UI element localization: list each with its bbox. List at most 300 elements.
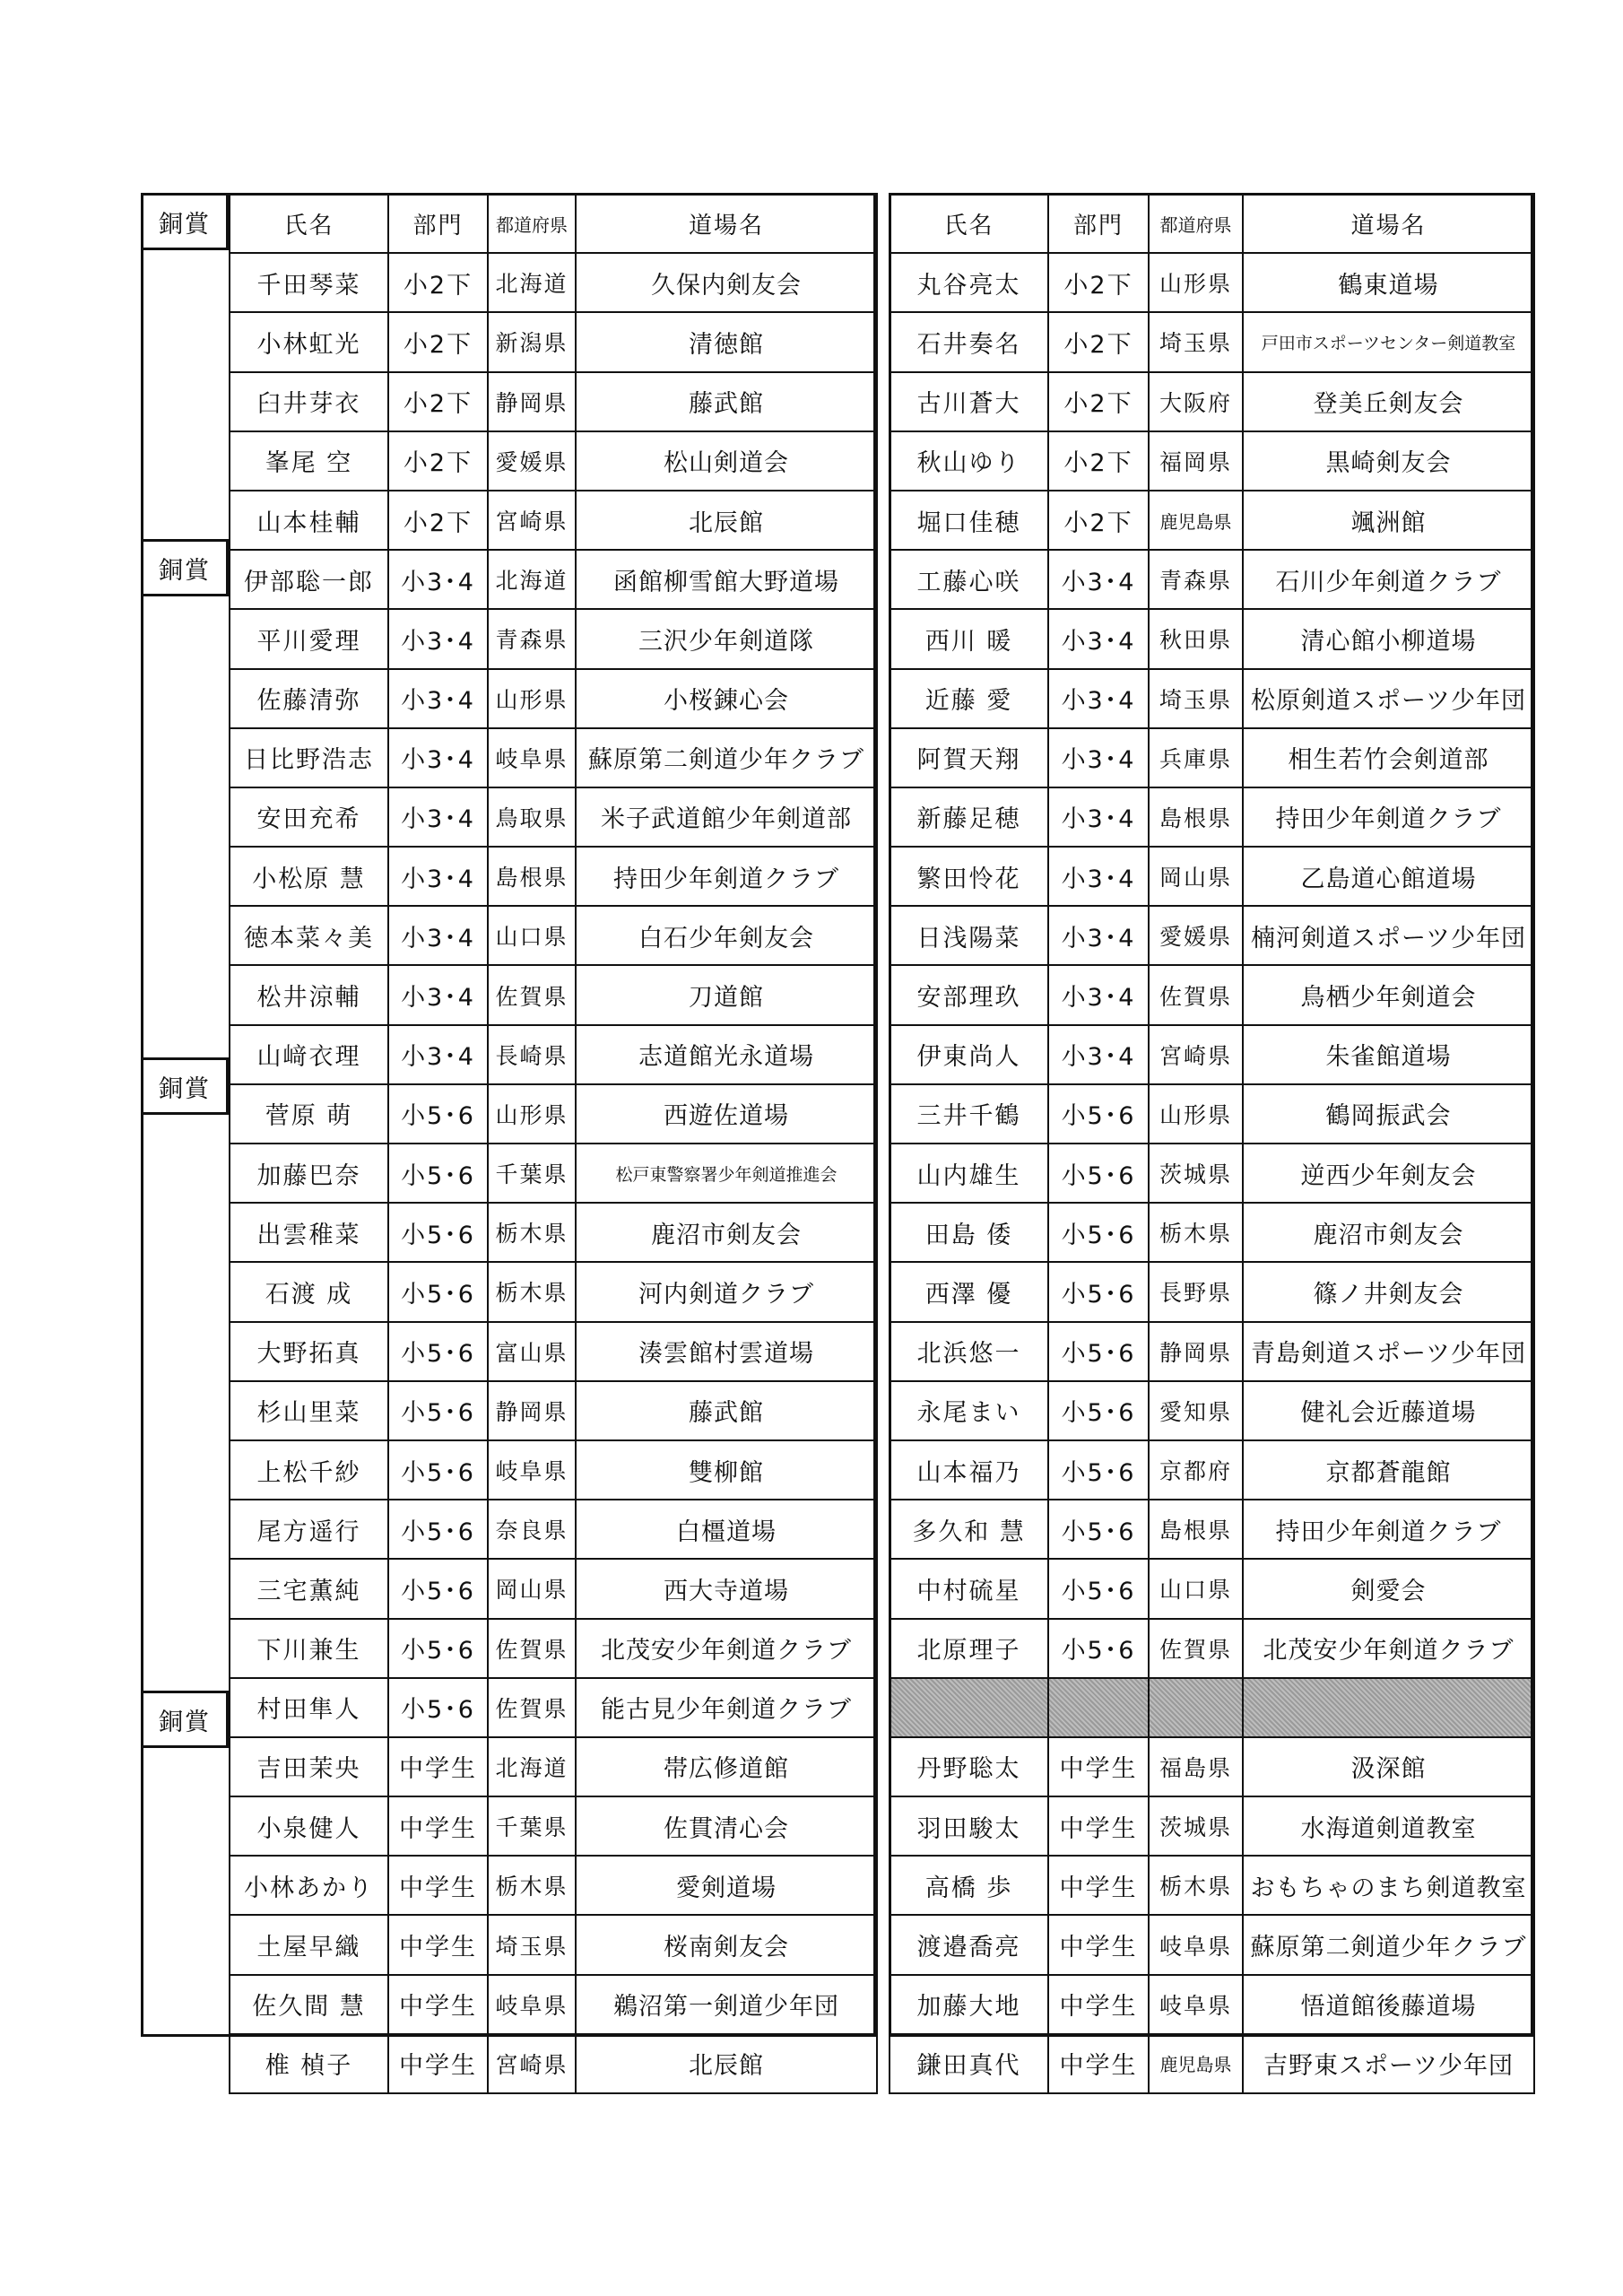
division-cell: 小3･4 bbox=[1048, 609, 1149, 668]
prefecture-cell: 静岡県 bbox=[1149, 1322, 1243, 1381]
prefecture-cell: 北海道 bbox=[488, 253, 576, 312]
table-row bbox=[230, 1915, 877, 1974]
division-cell: 中学生 bbox=[1048, 1915, 1149, 1974]
dojo-cell: 蘇原第二剣道少年クラブ bbox=[576, 728, 877, 787]
name-cell: 徳本菜々美 bbox=[230, 906, 388, 965]
table-row bbox=[890, 1856, 1534, 1915]
name-cell: 石渡 成 bbox=[230, 1262, 388, 1321]
dojo-cell: 刀道館 bbox=[576, 965, 877, 1024]
dojo-cell: 松戸東警察署少年剣道推進会 bbox=[576, 1144, 877, 1203]
table-row bbox=[230, 2034, 877, 2093]
table-row bbox=[230, 787, 877, 847]
prefecture-cell: 岐阜県 bbox=[1149, 1915, 1243, 1974]
dojo-cell: 白石少年剣友会 bbox=[576, 906, 877, 965]
name-cell: 臼井芽衣 bbox=[230, 372, 388, 431]
dojo-cell: 帯広修道館 bbox=[576, 1737, 877, 1796]
name-cell: 新藤足穂 bbox=[890, 787, 1048, 847]
table-row bbox=[890, 1559, 1534, 1618]
prefecture-cell: 栃木県 bbox=[488, 1856, 576, 1915]
dojo-cell: 鶴東道場 bbox=[1243, 253, 1534, 312]
name-cell: 中村硫星 bbox=[890, 1559, 1048, 1618]
table-row bbox=[890, 1084, 1534, 1144]
division-cell: 中学生 bbox=[388, 1915, 488, 1974]
division-cell: 小5･6 bbox=[1048, 1203, 1149, 1262]
division-cell: 小3･4 bbox=[1048, 787, 1149, 847]
dojo-cell: 能古見少年剣道クラブ bbox=[576, 1678, 877, 1737]
division-cell: 小2下 bbox=[1048, 312, 1149, 371]
table-row bbox=[230, 1796, 877, 1856]
dojo-cell: 持田少年剣道クラブ bbox=[576, 847, 877, 906]
table-row bbox=[890, 1915, 1534, 1974]
name-cell: 下川兼生 bbox=[230, 1619, 388, 1678]
division-cell: 小2下 bbox=[388, 312, 488, 371]
prefecture-cell: 山形県 bbox=[1149, 1084, 1243, 1144]
table-row bbox=[890, 2034, 1534, 2093]
dojo-cell: 藤武館 bbox=[576, 1381, 877, 1440]
prefecture-cell: 青森県 bbox=[488, 609, 576, 668]
prefecture-cell: 佐賀県 bbox=[1149, 1619, 1243, 1678]
dojo-cell: 楠河剣道スポーツ少年団 bbox=[1243, 906, 1534, 965]
prefecture-cell: 北海道 bbox=[488, 1737, 576, 1796]
name-cell: 西澤 優 bbox=[890, 1262, 1048, 1321]
prefecture-cell: 島根県 bbox=[1149, 787, 1243, 847]
table-row bbox=[230, 1737, 877, 1796]
division-cell: 小3･4 bbox=[388, 728, 488, 787]
division-cell: 小2下 bbox=[1048, 253, 1149, 312]
prefecture-cell: 愛知県 bbox=[1149, 1381, 1243, 1440]
prefecture-cell: 愛媛県 bbox=[488, 431, 576, 491]
prefecture-cell: 佐賀県 bbox=[1149, 965, 1243, 1024]
table-row bbox=[230, 550, 877, 609]
division-cell: 小5･6 bbox=[388, 1084, 488, 1144]
dojo-cell: 持田少年剣道クラブ bbox=[1243, 1500, 1534, 1559]
dojo-cell: 北辰館 bbox=[576, 2034, 877, 2093]
table-row bbox=[890, 491, 1534, 550]
name-cell: 吉田茉央 bbox=[230, 1737, 388, 1796]
prefecture-cell: 長野県 bbox=[1149, 1262, 1243, 1321]
name-cell: 佐藤清弥 bbox=[230, 669, 388, 728]
prefecture-cell: 愛媛県 bbox=[1149, 906, 1243, 965]
name-cell: 羽田駿太 bbox=[890, 1796, 1048, 1856]
table-row bbox=[890, 1381, 1534, 1440]
division-cell: 小3･4 bbox=[388, 669, 488, 728]
name-cell: 佐久間 慧 bbox=[230, 1975, 388, 2034]
name-cell: 永尾まい bbox=[890, 1381, 1048, 1440]
dojo-cell: 鵜沼第一剣道少年団 bbox=[576, 1975, 877, 2034]
prefecture-cell: 山口県 bbox=[1149, 1559, 1243, 1618]
prefecture-cell: 鹿児島県 bbox=[1149, 491, 1243, 550]
division-cell: 小3･4 bbox=[1048, 728, 1149, 787]
dojo-cell: 清徳館 bbox=[576, 312, 877, 371]
prefecture-cell: 埼玉県 bbox=[1149, 312, 1243, 371]
award-label-bronze: 銅賞 bbox=[141, 539, 229, 596]
dojo-cell: 北茂安少年剣道クラブ bbox=[1243, 1619, 1534, 1678]
name-cell: 三井千鶴 bbox=[890, 1084, 1048, 1144]
dojo-cell: 戸田市スポーツセンター剣道教室 bbox=[1243, 312, 1534, 371]
prefecture-cell: 埼玉県 bbox=[1149, 669, 1243, 728]
dojo-cell: 佐貫清心会 bbox=[576, 1796, 877, 1856]
name-cell: 峯尾 空 bbox=[230, 431, 388, 491]
prefecture-cell: 岐阜県 bbox=[488, 1440, 576, 1500]
dojo-cell: 白橿道場 bbox=[576, 1500, 877, 1559]
division-cell: 小3･4 bbox=[388, 609, 488, 668]
table-row bbox=[890, 1262, 1534, 1321]
prefecture-cell: 岡山県 bbox=[488, 1559, 576, 1618]
prefecture-cell: 宮崎県 bbox=[1149, 1025, 1243, 1084]
division-cell: 小5･6 bbox=[1048, 1084, 1149, 1144]
name-cell: 菅原 萌 bbox=[230, 1084, 388, 1144]
header-name: 氏名 bbox=[890, 194, 1048, 253]
dojo-cell: 相生若竹会剣道部 bbox=[1243, 728, 1534, 787]
table-row bbox=[230, 1619, 877, 1678]
name-cell: 山﨑衣理 bbox=[230, 1025, 388, 1084]
dojo-cell: 剣愛会 bbox=[1243, 1559, 1534, 1618]
prefecture-cell: 岐阜県 bbox=[488, 1975, 576, 2034]
name-cell: 三宅薫純 bbox=[230, 1559, 388, 1618]
dojo-cell: 登美丘剣友会 bbox=[1243, 372, 1534, 431]
prefecture-cell: 福島県 bbox=[1149, 1737, 1243, 1796]
dojo-cell bbox=[1243, 1678, 1534, 1737]
division-cell: 小5･6 bbox=[1048, 1440, 1149, 1500]
division-cell: 中学生 bbox=[388, 1975, 488, 2034]
dojo-cell: 久保内剣友会 bbox=[576, 253, 877, 312]
name-cell: 渡邉喬亮 bbox=[890, 1915, 1048, 1974]
name-cell: 小林虹光 bbox=[230, 312, 388, 371]
division-cell: 中学生 bbox=[388, 1796, 488, 1856]
table-row bbox=[230, 1500, 877, 1559]
dojo-cell: 河内剣道クラブ bbox=[576, 1262, 877, 1321]
dojo-cell: 清心館小柳道場 bbox=[1243, 609, 1534, 668]
table-row bbox=[230, 965, 877, 1024]
prefecture-cell: 富山県 bbox=[488, 1322, 576, 1381]
dojo-cell: 京都蒼龍館 bbox=[1243, 1440, 1534, 1500]
division-cell: 中学生 bbox=[1048, 2034, 1149, 2093]
prefecture-cell: 京都府 bbox=[1149, 1440, 1243, 1500]
table-row bbox=[890, 550, 1534, 609]
dojo-cell: 北辰館 bbox=[576, 491, 877, 550]
dojo-cell: 愛剣道場 bbox=[576, 1856, 877, 1915]
name-cell: 出雲稚菜 bbox=[230, 1203, 388, 1262]
prefecture-cell bbox=[1149, 1678, 1243, 1737]
name-cell: 高橋 歩 bbox=[890, 1856, 1048, 1915]
dojo-cell: 桜南剣友会 bbox=[576, 1915, 877, 1974]
table-row bbox=[890, 1025, 1534, 1084]
dojo-cell: 湊雲館村雲道場 bbox=[576, 1322, 877, 1381]
division-cell: 小5･6 bbox=[1048, 1381, 1149, 1440]
prefecture-cell: 千葉県 bbox=[488, 1144, 576, 1203]
name-cell: 阿賀天翔 bbox=[890, 728, 1048, 787]
name-cell: 椎 楨子 bbox=[230, 2034, 388, 2093]
dojo-cell: 米子武道館少年剣道部 bbox=[576, 787, 877, 847]
division-cell: 小5･6 bbox=[388, 1440, 488, 1500]
table-row bbox=[230, 1440, 877, 1500]
dojo-cell: 小桜錬心会 bbox=[576, 669, 877, 728]
table-row bbox=[230, 728, 877, 787]
header-dojo: 道場名 bbox=[1243, 194, 1534, 253]
name-cell: 小泉健人 bbox=[230, 1796, 388, 1856]
prefecture-cell: 宮崎県 bbox=[488, 2034, 576, 2093]
table-row bbox=[230, 1203, 877, 1262]
prefecture-cell: 栃木県 bbox=[1149, 1856, 1243, 1915]
dojo-cell: 鹿沼市剣友会 bbox=[576, 1203, 877, 1262]
division-cell: 小2下 bbox=[388, 372, 488, 431]
division-cell: 小5･6 bbox=[388, 1559, 488, 1618]
division-cell: 小3･4 bbox=[1048, 965, 1149, 1024]
division-cell: 小3･4 bbox=[388, 1025, 488, 1084]
prefecture-cell: 岡山県 bbox=[1149, 847, 1243, 906]
table-row bbox=[230, 1322, 877, 1381]
header-prefecture: 都道府県 bbox=[488, 194, 576, 253]
table-row bbox=[230, 609, 877, 668]
name-cell: 秋山ゆり bbox=[890, 431, 1048, 491]
header-dojo: 道場名 bbox=[576, 194, 877, 253]
division-cell: 小3･4 bbox=[1048, 669, 1149, 728]
name-cell: 山本福乃 bbox=[890, 1440, 1048, 1500]
division-cell: 小5･6 bbox=[388, 1262, 488, 1321]
name-cell: 尾方遥行 bbox=[230, 1500, 388, 1559]
prefecture-cell: 島根県 bbox=[1149, 1500, 1243, 1559]
division-cell bbox=[1048, 1678, 1149, 1737]
name-cell: 繁田怜花 bbox=[890, 847, 1048, 906]
prefecture-cell: 鳥取県 bbox=[488, 787, 576, 847]
table-row bbox=[890, 847, 1534, 906]
name-cell bbox=[890, 1678, 1048, 1737]
dojo-cell: 水海道剣道教室 bbox=[1243, 1796, 1534, 1856]
name-cell: 杉山里菜 bbox=[230, 1381, 388, 1440]
table-row bbox=[230, 1559, 877, 1618]
name-cell: 北原理子 bbox=[890, 1619, 1048, 1678]
name-cell: 上松千紗 bbox=[230, 1440, 388, 1500]
prefecture-cell: 島根県 bbox=[488, 847, 576, 906]
division-cell: 小5･6 bbox=[388, 1144, 488, 1203]
name-cell: 丹野聡太 bbox=[890, 1737, 1048, 1796]
prefecture-cell: 埼玉県 bbox=[488, 1915, 576, 1974]
table-header-row bbox=[890, 194, 1534, 253]
prefecture-cell: 佐賀県 bbox=[488, 965, 576, 1024]
name-cell: 大野拓真 bbox=[230, 1322, 388, 1381]
dojo-cell: 持田少年剣道クラブ bbox=[1243, 787, 1534, 847]
dojo-cell: 青島剣道スポーツ少年団 bbox=[1243, 1322, 1534, 1381]
prefecture-cell: 静岡県 bbox=[488, 372, 576, 431]
dojo-cell: 乙島道心館道場 bbox=[1243, 847, 1534, 906]
prefecture-cell: 栃木県 bbox=[488, 1203, 576, 1262]
name-cell: 丸谷亮太 bbox=[890, 253, 1048, 312]
header-prefecture: 都道府県 bbox=[1149, 194, 1243, 253]
dojo-cell: 松原剣道スポーツ少年団 bbox=[1243, 669, 1534, 728]
dojo-cell: 逆西少年剣友会 bbox=[1243, 1144, 1534, 1203]
results-table-right bbox=[889, 193, 1535, 2094]
division-cell: 小3･4 bbox=[388, 847, 488, 906]
name-cell: 近藤 愛 bbox=[890, 669, 1048, 728]
name-cell: 加藤巴奈 bbox=[230, 1144, 388, 1203]
prefecture-cell: 北海道 bbox=[488, 550, 576, 609]
division-cell: 小2下 bbox=[1048, 431, 1149, 491]
table-row bbox=[890, 787, 1534, 847]
dojo-cell: 朱雀館道場 bbox=[1243, 1025, 1534, 1084]
table-row bbox=[890, 1500, 1534, 1559]
name-cell: 安部理玖 bbox=[890, 965, 1048, 1024]
division-cell: 小5･6 bbox=[388, 1500, 488, 1559]
name-cell: 日比野浩志 bbox=[230, 728, 388, 787]
division-cell: 小3･4 bbox=[1048, 1025, 1149, 1084]
name-cell: 堀口佳穂 bbox=[890, 491, 1048, 550]
dojo-cell: 篠ノ井剣友会 bbox=[1243, 1262, 1534, 1321]
prefecture-cell: 山形県 bbox=[1149, 253, 1243, 312]
table-row bbox=[890, 1737, 1534, 1796]
prefecture-cell: 山形県 bbox=[488, 669, 576, 728]
name-cell: 石井奏名 bbox=[890, 312, 1048, 371]
prefecture-cell: 山形県 bbox=[488, 1084, 576, 1144]
dojo-cell: 雙柳館 bbox=[576, 1440, 877, 1500]
dojo-cell: 鶴岡振武会 bbox=[1243, 1084, 1534, 1144]
name-cell: 古川蒼大 bbox=[890, 372, 1048, 431]
table-row bbox=[230, 1144, 877, 1203]
division-cell: 小3･4 bbox=[1048, 550, 1149, 609]
prefecture-cell: 佐賀県 bbox=[488, 1678, 576, 1737]
table-row bbox=[230, 491, 877, 550]
prefecture-cell: 奈良県 bbox=[488, 1500, 576, 1559]
name-cell: 小林あかり bbox=[230, 1856, 388, 1915]
prefecture-cell: 新潟県 bbox=[488, 312, 576, 371]
division-cell: 小5･6 bbox=[1048, 1322, 1149, 1381]
table-row bbox=[230, 1856, 877, 1915]
table-row bbox=[890, 1619, 1534, 1678]
name-cell: 山本桂輔 bbox=[230, 491, 388, 550]
name-cell: 多久和 慧 bbox=[890, 1500, 1048, 1559]
dojo-cell: 北茂安少年剣道クラブ bbox=[576, 1619, 877, 1678]
name-cell: 千田琴菜 bbox=[230, 253, 388, 312]
table-row bbox=[230, 906, 877, 965]
name-cell: 工藤心咲 bbox=[890, 550, 1048, 609]
division-cell: 小3･4 bbox=[1048, 906, 1149, 965]
prefecture-cell: 青森県 bbox=[1149, 550, 1243, 609]
prefecture-cell: 岐阜県 bbox=[1149, 1975, 1243, 2034]
dojo-cell: 悟道館後藤道場 bbox=[1243, 1975, 1534, 2034]
table-row bbox=[890, 1796, 1534, 1856]
name-cell: 鎌田真代 bbox=[890, 2034, 1048, 2093]
dojo-cell: 鳥栖少年剣道会 bbox=[1243, 965, 1534, 1024]
name-cell: 北浜悠一 bbox=[890, 1322, 1048, 1381]
name-cell: 西川 暖 bbox=[890, 609, 1048, 668]
table-row bbox=[890, 372, 1534, 431]
award-label-bronze: 銅賞 bbox=[141, 1057, 229, 1115]
name-cell: 村田隼人 bbox=[230, 1678, 388, 1737]
prefecture-cell: 秋田県 bbox=[1149, 609, 1243, 668]
dojo-cell: 三沢少年剣道隊 bbox=[576, 609, 877, 668]
header-division: 部門 bbox=[1048, 194, 1149, 253]
dojo-cell: 颯洲館 bbox=[1243, 491, 1534, 550]
dojo-cell: 西大寺道場 bbox=[576, 1559, 877, 1618]
division-cell: 中学生 bbox=[1048, 1737, 1149, 1796]
table-row bbox=[890, 669, 1534, 728]
dojo-cell: 蘇原第二剣道少年クラブ bbox=[1243, 1915, 1534, 1974]
table-row bbox=[890, 253, 1534, 312]
division-cell: 中学生 bbox=[1048, 1856, 1149, 1915]
division-cell: 小5･6 bbox=[1048, 1559, 1149, 1618]
table-row bbox=[230, 1025, 877, 1084]
dojo-cell: 鹿沼市剣友会 bbox=[1243, 1203, 1534, 1262]
division-cell: 小3･4 bbox=[1048, 847, 1149, 906]
table-row bbox=[890, 1440, 1534, 1500]
table-row bbox=[230, 431, 877, 491]
division-cell: 小2下 bbox=[1048, 491, 1149, 550]
division-cell: 小5･6 bbox=[388, 1381, 488, 1440]
prefecture-cell: 茨城県 bbox=[1149, 1144, 1243, 1203]
prefecture-cell: 千葉県 bbox=[488, 1796, 576, 1856]
dojo-cell: 石川少年剣道クラブ bbox=[1243, 550, 1534, 609]
dojo-cell: 健礼会近藤道場 bbox=[1243, 1381, 1534, 1440]
table-row bbox=[230, 1381, 877, 1440]
table-row bbox=[230, 669, 877, 728]
division-cell: 小2下 bbox=[388, 253, 488, 312]
table-row bbox=[890, 728, 1534, 787]
prefecture-cell: 宮崎県 bbox=[488, 491, 576, 550]
division-cell: 小5･6 bbox=[1048, 1500, 1149, 1559]
name-cell: 小松原 慧 bbox=[230, 847, 388, 906]
division-cell: 小5･6 bbox=[388, 1322, 488, 1381]
table-row bbox=[230, 253, 877, 312]
header-division: 部門 bbox=[388, 194, 488, 253]
division-cell: 中学生 bbox=[1048, 1975, 1149, 2034]
division-cell: 小3･4 bbox=[388, 906, 488, 965]
dojo-cell: 函館柳雪館大野道場 bbox=[576, 550, 877, 609]
prefecture-cell: 栃木県 bbox=[488, 1262, 576, 1321]
division-cell: 小5･6 bbox=[1048, 1619, 1149, 1678]
name-cell: 松井涼輔 bbox=[230, 965, 388, 1024]
name-cell: 平川愛理 bbox=[230, 609, 388, 668]
table-row bbox=[230, 1084, 877, 1144]
table-row bbox=[890, 1678, 1534, 1737]
table-row bbox=[230, 1262, 877, 1321]
table-row bbox=[890, 431, 1534, 491]
division-cell: 小5･6 bbox=[1048, 1262, 1149, 1321]
table-row bbox=[230, 847, 877, 906]
dojo-cell: 西遊佐道場 bbox=[576, 1084, 877, 1144]
table-row bbox=[890, 609, 1534, 668]
division-cell: 小3･4 bbox=[388, 550, 488, 609]
table-header-row bbox=[230, 194, 877, 253]
table-row bbox=[890, 1322, 1534, 1381]
table-row bbox=[230, 1975, 877, 2034]
prefecture-cell: 佐賀県 bbox=[488, 1619, 576, 1678]
prefecture-cell: 長崎県 bbox=[488, 1025, 576, 1084]
prefecture-cell: 大阪府 bbox=[1149, 372, 1243, 431]
table-row bbox=[230, 372, 877, 431]
award-label-bronze: 銅賞 bbox=[141, 1691, 229, 1748]
table-row bbox=[890, 906, 1534, 965]
division-cell: 小3･4 bbox=[388, 787, 488, 847]
division-cell: 小2下 bbox=[388, 491, 488, 550]
dojo-cell: 松山剣道会 bbox=[576, 431, 877, 491]
name-cell: 山内雄生 bbox=[890, 1144, 1048, 1203]
dojo-cell: 黒崎剣友会 bbox=[1243, 431, 1534, 491]
table-row bbox=[230, 1678, 877, 1737]
prefecture-cell: 岐阜県 bbox=[488, 728, 576, 787]
prefecture-cell: 鹿児島県 bbox=[1149, 2034, 1243, 2093]
dojo-cell: おもちゃのまち剣道教室 bbox=[1243, 1856, 1534, 1915]
award-label-bronze: 銅賞 bbox=[141, 193, 229, 250]
dojo-cell: 吉野東スポーツ少年団 bbox=[1243, 2034, 1534, 2093]
name-cell: 田島 倭 bbox=[890, 1203, 1048, 1262]
dojo-cell: 志道館光永道場 bbox=[576, 1025, 877, 1084]
division-cell: 小5･6 bbox=[388, 1619, 488, 1678]
division-cell: 中学生 bbox=[388, 2034, 488, 2093]
division-cell: 小5･6 bbox=[1048, 1144, 1149, 1203]
division-cell: 中学生 bbox=[1048, 1796, 1149, 1856]
table-row bbox=[890, 1975, 1534, 2034]
prefecture-cell: 茨城県 bbox=[1149, 1796, 1243, 1856]
table-row bbox=[890, 1203, 1534, 1262]
